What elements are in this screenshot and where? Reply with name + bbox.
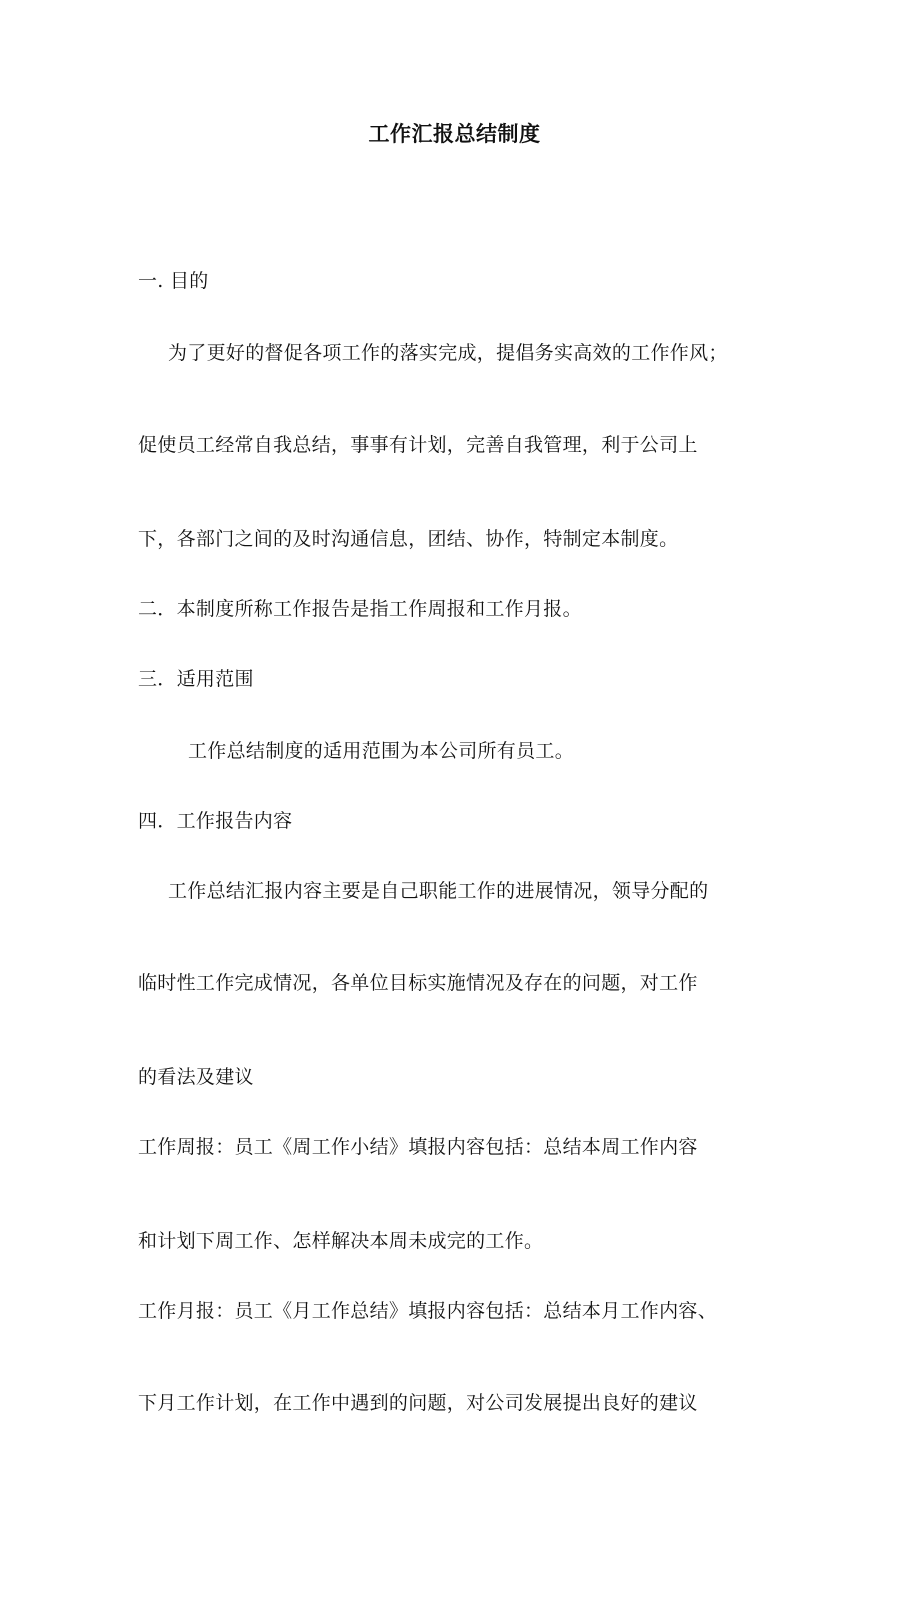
paragraph-line: 促使员工经常自我总结，事事有计划，完善自我管理，利于公司上 <box>138 434 698 456</box>
paragraph-line: 下月工作计划，在工作中遇到的问题，对公司发展提出良好的建议 <box>138 1392 698 1414</box>
paragraph-line: 工作总结汇报内容主要是自己职能工作的进展情况，领导分配的 <box>168 880 709 902</box>
paragraph-line: 的看法及建议 <box>138 1066 254 1088</box>
paragraph-line: 和计划下周工作、怎样解决本周未成完的工作。 <box>138 1230 544 1252</box>
section-heading-definition: 二．本制度所称工作报告是指工作周报和工作月报。 <box>138 598 582 620</box>
paragraph-line-weekly: 工作周报：员工《周工作小结》填报内容包括：总结本周工作内容 <box>138 1136 698 1158</box>
paragraph-line: 为了更好的督促各项工作的落实完成，提倡务实高效的工作作风； <box>168 342 728 364</box>
document-title: 工作汇报总结制度 <box>368 122 541 146</box>
paragraph-line-monthly: 工作月报：员工《月工作总结》填报内容包括：总结本月工作内容、 <box>138 1300 718 1322</box>
paragraph-line: 下，各部门之间的及时沟通信息，团结、协作，特制定本制度。 <box>138 528 679 550</box>
section-heading-purpose: 一. 目的 <box>138 270 209 292</box>
section-heading-content: 四．工作报告内容 <box>138 810 293 832</box>
paragraph-line: 临时性工作完成情况，各单位目标实施情况及存在的问题，对工作 <box>138 972 698 994</box>
paragraph-line: 工作总结制度的适用范围为本公司所有员工。 <box>188 740 575 762</box>
section-heading-scope: 三．适用范围 <box>138 668 254 690</box>
